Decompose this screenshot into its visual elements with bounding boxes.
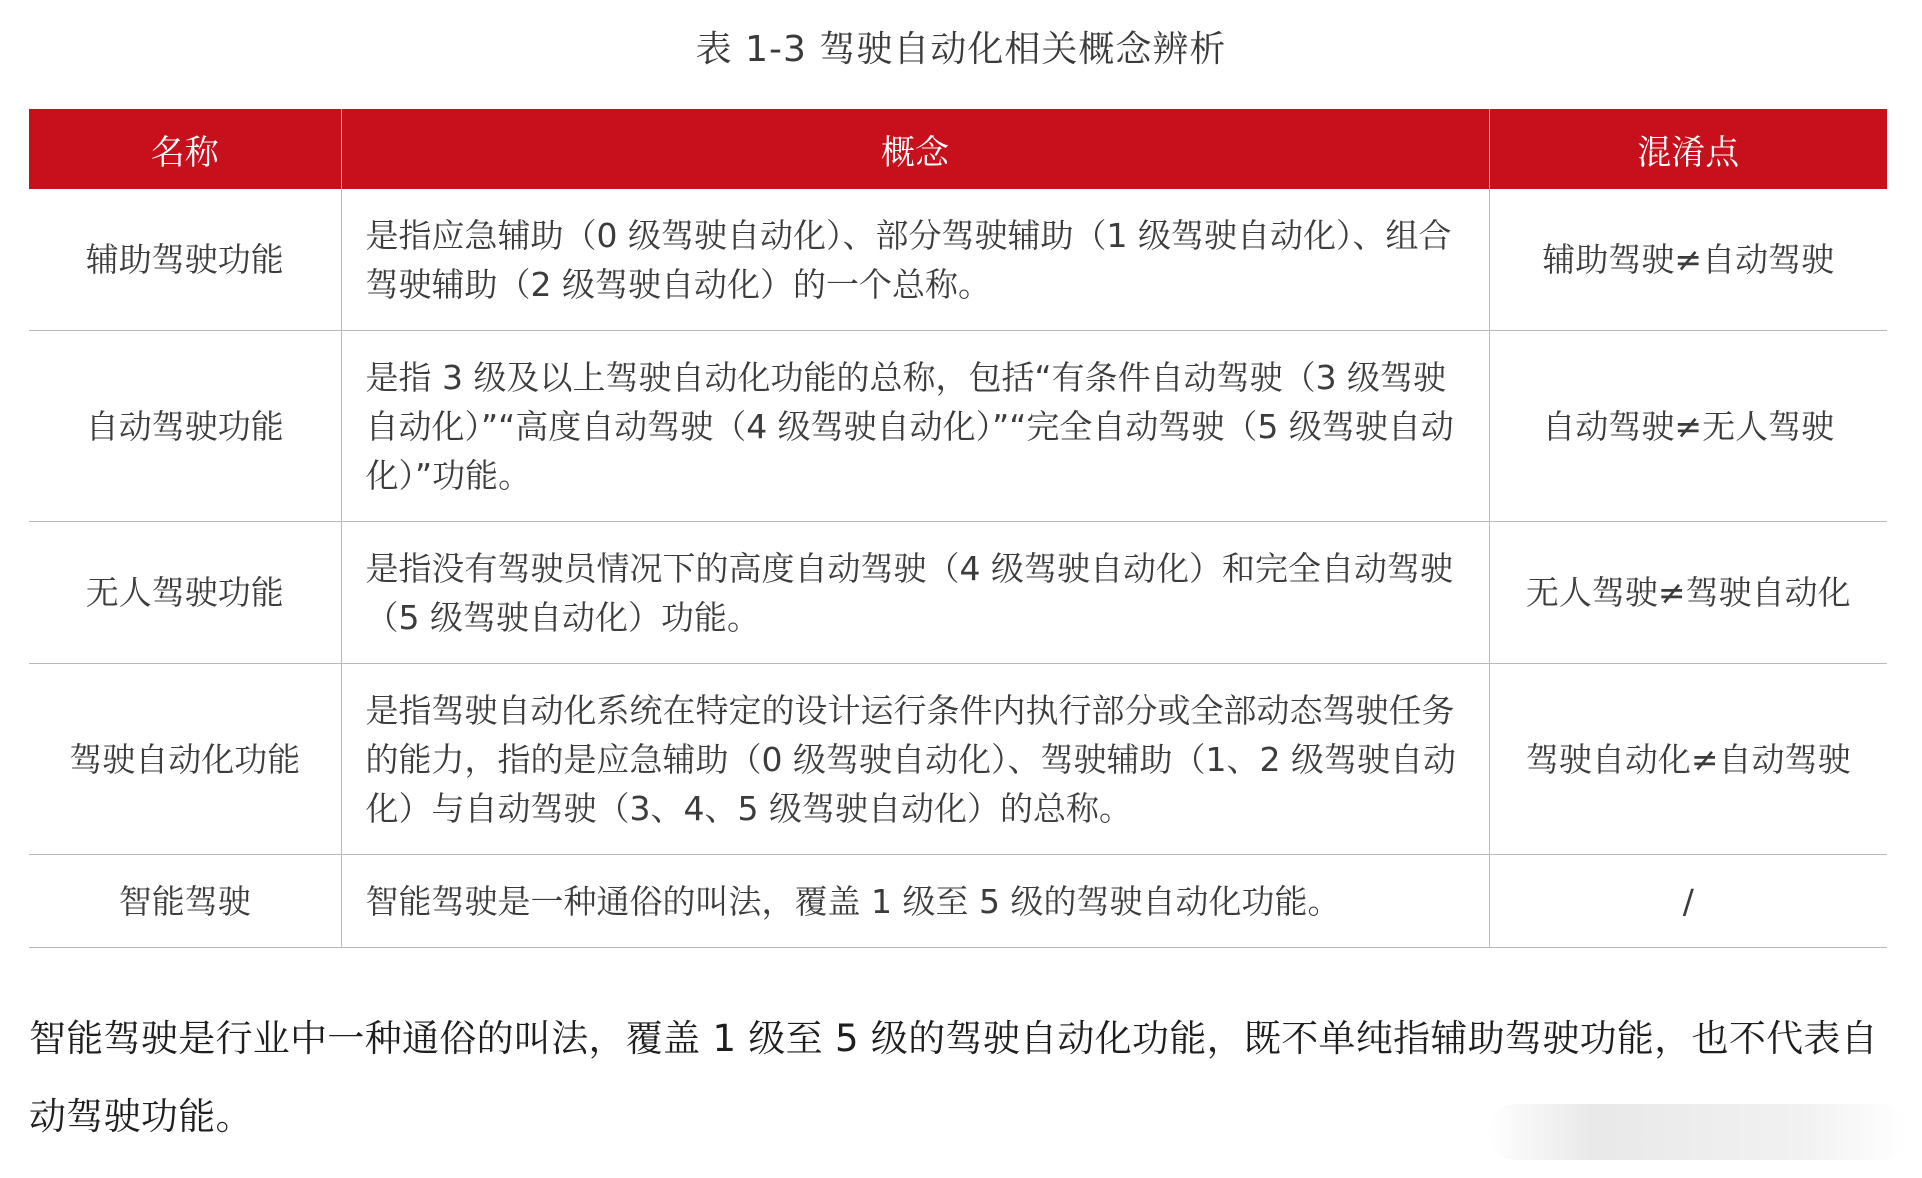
column-header-confusion: 混淆点 — [1489, 109, 1887, 189]
body-paragraph: 智能驾驶是行业中一种通俗的叫法，覆盖 1 级至 5 级的驾驶自动化功能，既不单纯指辅助驾驶功能，也不代表自动驾驶功能。 — [29, 1017, 1879, 1138]
concept-cell: 是指驾驶自动化系统在特定的设计运行条件内执行部分或全部动态驾驶任务的能力，指的是应急辅助（0 级驾驶自动化）、驾驶辅助（1、2 级驾驶自动化）与自动驾驶（3、4、5 级驾驶自动化）的总称。 — [341, 664, 1489, 855]
table-row — [29, 664, 1887, 855]
table-row — [29, 855, 1887, 948]
table-body — [29, 189, 1887, 948]
watermark-blur — [1488, 1104, 1908, 1160]
table-row — [29, 522, 1887, 664]
term-name-cell: 自动驾驶功能 — [29, 331, 341, 522]
confusion-cell: 辅助驾驶≠自动驾驶 — [1489, 189, 1887, 331]
column-header-concept: 概念 — [341, 109, 1489, 189]
term-name-cell: 无人驾驶功能 — [29, 522, 341, 664]
concept-cell: 是指 3 级及以上驾驶自动化功能的总称，包括“有条件自动驾驶（3 级驾驶自动化）”“高度自动驾驶（4 级驾驶自动化）”“完全自动驾驶（5 级驾驶自动化）”功能。 — [341, 331, 1489, 522]
column-header-name: 名称 — [29, 109, 341, 189]
concept-cell: 智能驾驶是一种通俗的叫法，覆盖 1 级至 5 级的驾驶自动化功能。 — [341, 855, 1489, 948]
term-name-cell: 智能驾驶 — [29, 855, 341, 948]
table-row — [29, 331, 1887, 522]
table-row — [29, 189, 1887, 331]
confusion-cell: 无人驾驶≠驾驶自动化 — [1489, 522, 1887, 664]
concept-cell: 是指没有驾驶员情况下的高度自动驾驶（4 级驾驶自动化）和完全自动驾驶（5 级驾驶自动化）功能。 — [341, 522, 1489, 664]
term-name-cell: 辅助驾驶功能 — [29, 189, 341, 331]
term-name-cell: 驾驶自动化功能 — [29, 664, 341, 855]
concept-cell: 是指应急辅助（0 级驾驶自动化）、部分驾驶辅助（1 级驾驶自动化）、组合驾驶辅助（2 级驾驶自动化）的一个总称。 — [341, 189, 1489, 331]
confusion-cell: 驾驶自动化≠自动驾驶 — [1489, 664, 1887, 855]
concept-table — [29, 109, 1887, 948]
table-caption: 表 1-3 驾驶自动化相关概念辨析 — [695, 29, 1227, 70]
table-header — [29, 109, 1887, 189]
confusion-cell: 自动驾驶≠无人驾驶 — [1489, 331, 1887, 522]
header-row — [29, 109, 1887, 189]
confusion-cell: / — [1489, 855, 1887, 948]
